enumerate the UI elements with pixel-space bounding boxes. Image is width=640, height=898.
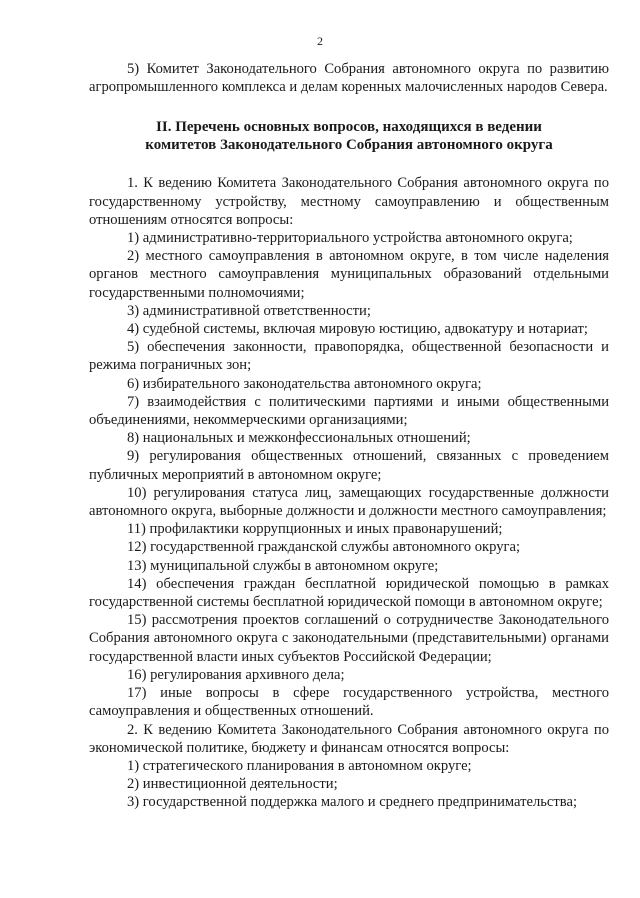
section-heading <box>89 118 609 154</box>
paragraph: 16) регулирования архивного дела; <box>127 666 345 683</box>
paragraph: 1. К ведению Комитета Законодательного Собрания автономного округа по государственному устройству, местному самоуправлению и общественным отношениям относятся вопросы: <box>89 175 609 228</box>
paragraph: 9) регулирования общественных отношений, связанных с проведением публичных мероприятий в автономном округе; <box>89 448 609 483</box>
paragraph: 13) муниципальной службы в автономном округе; <box>127 557 439 574</box>
paragraph: 7) взаимодействия с политическими партиями и иными общественными объединениями, некоммерческими организациями; <box>89 393 609 429</box>
section-heading-line-1: II. Перечень основных вопросов, находящихся в ведении <box>156 119 542 136</box>
paragraph: 4) судебной системы, включая мировую юстицию, адвокатуру и нотариат; <box>127 321 588 338</box>
paragraph: 10) регулирования статуса лиц, замещающих государственные должности автономного округа, выборные должности и должности местного самоуправления; <box>89 484 609 520</box>
page-number: 2 <box>317 34 323 48</box>
paragraph: 8) национальных и межконфессиональных отношений; <box>127 430 471 447</box>
top-paragraph: 5) Комитет Законодательного Собрания автономного округа по развитию агропромышленного комплекса и делам коренных малочисленных народов Севера. <box>89 61 609 96</box>
paragraph: 1) стратегического планирования в автономном округе; <box>127 757 472 774</box>
section-heading-line-2: комитетов Законодательного Собрания автономного округа <box>145 137 553 154</box>
paragraph: 12) государственной гражданской службы автономного округа; <box>127 539 521 556</box>
paragraph: 17) иные вопросы в сфере государственного устройства, местного самоуправления и общественных отношений. <box>89 685 609 720</box>
paragraph: 5) обеспечения законности, правопорядка, общественной безопасности и режима пограничных зон; <box>89 339 609 374</box>
paragraph: 14) обеспечения граждан бесплатной юридической помощью в рамках государственной системы бесплатной юридической помощи в автономном округе; <box>89 575 609 611</box>
paragraph: 3) государственной поддержка малого и среднего предпринимательства; <box>127 794 578 811</box>
paragraph: 2. К ведению Комитета Законодательного Собрания автономного округа по экономической политике, бюджету и финансам относятся вопросы: <box>89 721 609 756</box>
paragraph: 6) избирательного законодательства автономного округа; <box>127 375 482 392</box>
paragraph: 1) административно-территориального устройства автономного округа; <box>127 230 573 247</box>
paragraph: 15) рассмотрения проектов соглашений о сотрудничестве Законодательного Собрания автономного округа с законодательными (представительными) органами государственной власти иных субъектов Российской Федерации; <box>89 612 609 665</box>
paragraph: 3) административной ответственности; <box>127 302 371 319</box>
paragraph: 11) профилактики коррупционных и иных правонарушений; <box>127 521 503 538</box>
document-body <box>89 60 609 812</box>
paragraph: 2) местного самоуправления в автономном округе, в том числе наделения органов местного самоуправления муниципальных образований отдельными государственными полномочиями; <box>89 248 609 301</box>
paragraph: 2) инвестиционной деятельности; <box>127 776 338 793</box>
